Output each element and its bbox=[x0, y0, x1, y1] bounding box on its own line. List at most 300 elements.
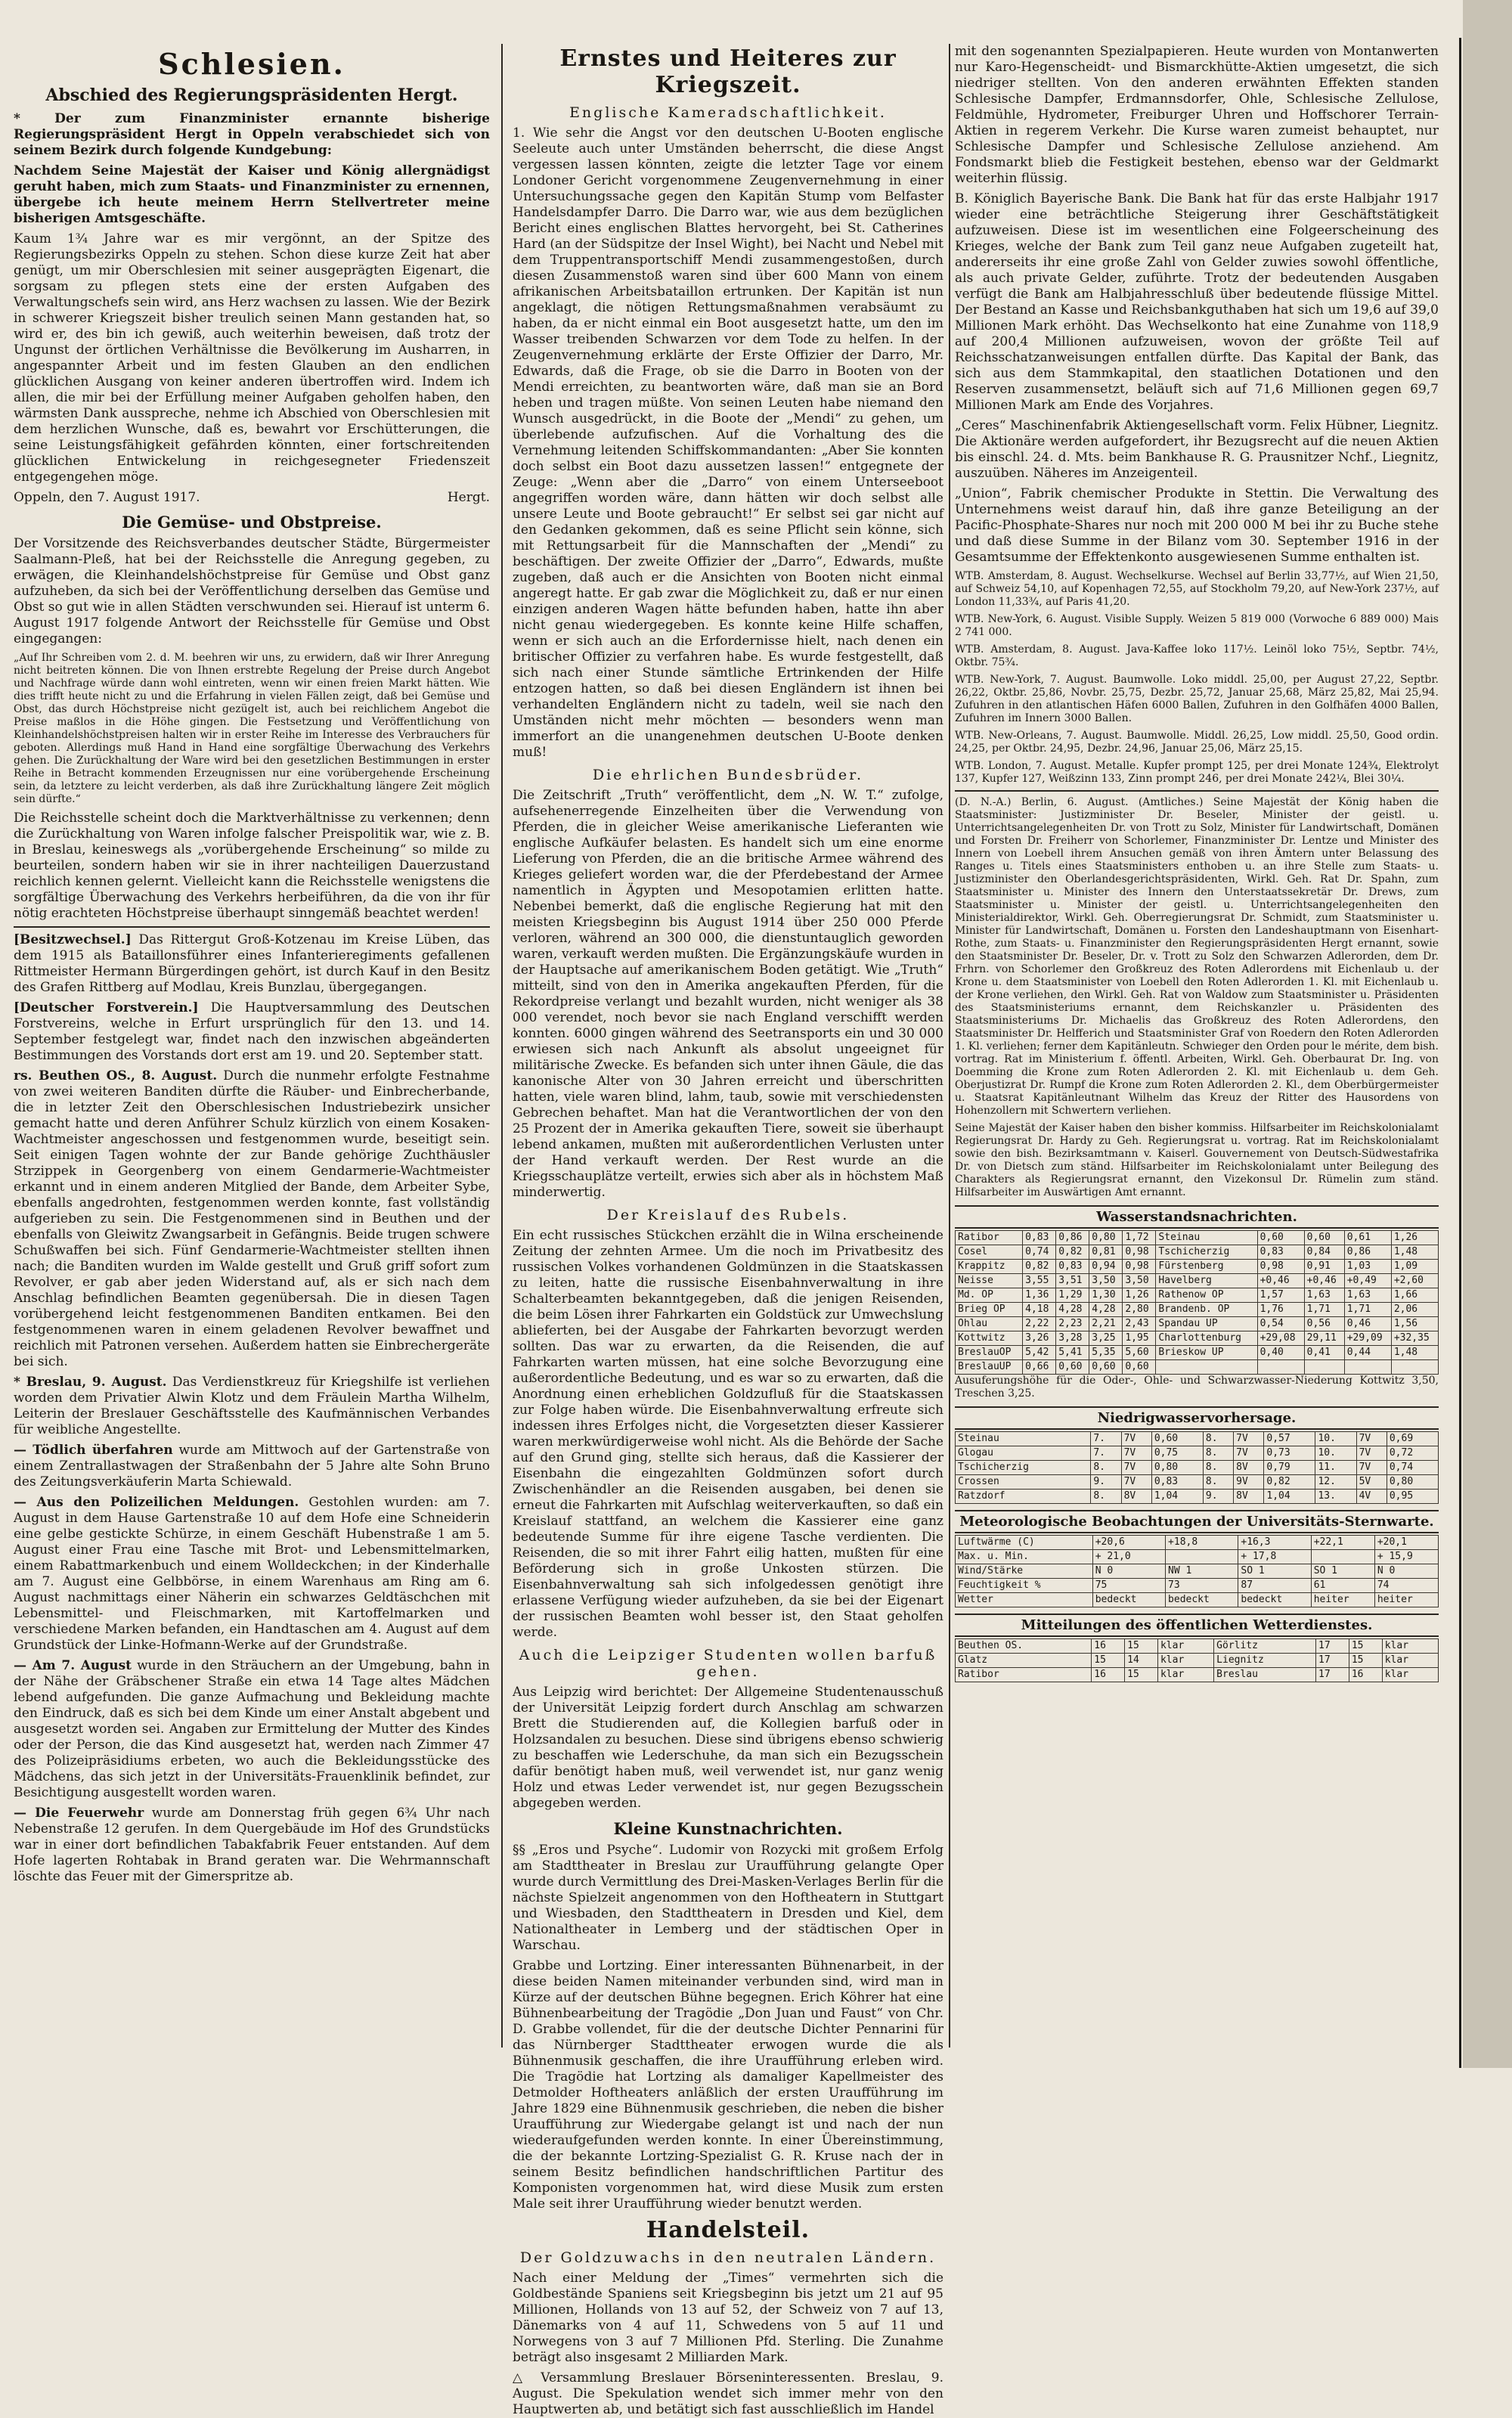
table-cell: 7V bbox=[1121, 1432, 1151, 1446]
market-paragraph: B. Königlich Bayerische Bank. Die Bank hat für das erste Halbjahr 1917 wieder eine beträchtliche Steigerung ihrer Geschäftstätigkeit aufzuweisen. Diese ist im wesentlichen eine Folgeerscheinung des Krieges, welche der Bank zum Teil ganz neue Aufgaben zugeteilt hat, andererseits ihr eine große Zahl von Gelder zuwies sowohl öffentliche, als auch private Gelder, zuführte. Trotz der bedeutenden Ausgaben verfügt die Bank am Halbjahresschluß über bedeutende flüssige Mittel. Der Bestand an Kasse und Reichsbankguthaben hat sich um 19,6 auf 39,0 Millionen Mark erhöht. Das Wechselkonto hat eine Zunahme von 118,9 auf 200,4 Millionen aufzuweisen, wovon der größte Teil auf Reichsschatzanweisungen entfallen dürfte. Das Kapital der Bank, das sich aus dem Stammkapital, den staatlichen Dotationen und den Reserven zusammensetzt, beläuft sich auf 71,6 Millionen gegen 69,7 Millionen Mark am Ende des Vorjahres. bbox=[955, 191, 1439, 413]
article-title: Abschied des Regierungspräsidenten Hergt. bbox=[45, 85, 458, 105]
table-cell: Kottwitz bbox=[956, 1331, 1023, 1346]
table-cell: 3,50 bbox=[1123, 1274, 1156, 1288]
table-cell bbox=[1166, 1550, 1238, 1564]
forecast-title: Niedrigwasservorhersage. bbox=[955, 1406, 1439, 1430]
market-paragraph: mit den sogenannten Spezialpapieren. Heute wurden von Montanwerten nur Karo-Hegenscheidt- und Bismarckhütte-Aktien umgesetzt, die sich niedriger stellten. Von den anderen erwähnten Effekten standen Schlesische Dampfer, Erdmannsdorfer, Ohle, Schlesische Zellulose, Feldmühle, Hydrometer, Freiburger Uhren und Hoffschorer Terrain-Aktien in regerem Verkehr. Die Kurse waren zumeist behauptet, nur Schlesische Dampfer und Schlesische Zellulose anziehend. Am Fondsmarkt blieb die Festigkeit bestehen, ebenso war der Geldmarkt weiterhin flüssig. bbox=[955, 44, 1439, 186]
table-cell: 17 bbox=[1316, 1654, 1349, 1668]
weather-service-table bbox=[955, 1638, 1439, 1682]
table-cell: heiter bbox=[1374, 1593, 1438, 1607]
table-cell: 0,41 bbox=[1304, 1346, 1344, 1360]
official-notice: Seine Majestät der Kaiser haben den bisher kommiss. Hilfsarbeiter im Reichskolonialamt Regierungsrat Dr. Hardy zu Geh. Regierungsrat u. vortrag. Rat im Reichskolonialamt sowie den bish. Bezirksamtmann v. Kaiserl. Gouvernement von Deutsch-Südwestafrika Dr. von Dietsch zum ständ. Hilfsarbeiter im Reichskolonialamt unter Beilegung des Charakters als Regierungsrat ernannt, den Vizekonsul Dr. Rümelin zum ständ. Hilfsarbeiter im Auswärtigen Amt ernannt. bbox=[955, 1122, 1439, 1198]
table-cell: 13. bbox=[1315, 1490, 1356, 1504]
table-cell: 1,26 bbox=[1391, 1231, 1438, 1245]
local-notice bbox=[14, 1375, 490, 1438]
table-cell: 5,35 bbox=[1089, 1346, 1123, 1360]
table-cell: 8. bbox=[1203, 1461, 1233, 1475]
official-notice: (D. N.-A.) Berlin, 6. August. (Amtliches.) Seine Majestät der König haben die Staatsminister: Justizminister Dr. Beseler, Minister der geistl. u. Unterrichtsangelegenheiten Dr. von Trott zu Solz, Minister für Landwirtschaft, Domänen und Forsten Dr. Freiherr von Schorlemer, Finanzminister Dr. Lentze und Minister des Innern von Loebell ihrem Ansuchen gemäß von ihren Ämtern unter Belassung des Ranges u. Titels eines Staatsministers enthoben u. an ihre Stelle zum Staats- u. Justizminister den Oberlandesgerichtspräsidenten, Wirkl. Geh. Rat Dr. Spahn, zum Staatsminister u. Minister des Innern den Unterstaatssekretär Dr. Drews, zum Staatsminister u. Minister der geistl. u. Unterrichtsangelegenheiten den Ministerialdirektor, Wirkl. Geh. Oberregierungsrat Dr. Schmidt, zum Staatsminister u. Minister für Landwirtschaft, Domänen u. Forsten den Landeshauptmann von Eisenhart-Rothe, zum Staats- u. Finanzminister den Regierungspräsidenten Hergt ernannt, sowie den Staatsminister Dr. Beseler, Dr. v. Trott zu Solz den Schwarzen Adlerorden, dem Dr. Frhrn. von Schorlemer den Großkreuz des Roten Adlerordens mit Eichenlaub u. der Krone u. dem Staatsminister von Loebell den Roten Adlerorden 1. Kl. mit Eichenlaub u. der Krone verliehen, den Wirkl. Geh. Rat von Waldow zum Staatsminister u. Präsidenten des Staatsministeriums ernannt, dem Reichskanzler u. Präsidenten des Staatsministeriums Dr. Michaelis das Großkreuz des Roten Adlerordens, den Staatsminister Dr. Helfferich und Staatsminister Graf von Roedern den Roten Adlerorden 1. Kl. verliehen; ferner dem Kapitänleutn. Schwieger den Orden pour le mérite, dem bish. vortrag. Rat im Ministerium f. öffentl. Arbeiten, Wirkl. Geh. Oberbaurat Dr. Ing. von Doemming die Krone zum Roten Adlerorden 2. Kl. mit Eichenlaub u. dem Geh. Oberjustizrat Dr. Rumpf die Krone zum Roten Adlerorden 2. Kl., dem Oberbürgermeister u. Staatsrat Kapitänleutnant Wilhelm das Kreuz der Ritter des Hausordens von Hohenzollern mit Schwertern verliehen. bbox=[955, 796, 1439, 1117]
table-cell: 1,48 bbox=[1391, 1346, 1438, 1360]
table-cell: 7V bbox=[1121, 1446, 1151, 1461]
table-cell: 0,75 bbox=[1151, 1446, 1203, 1461]
table-cell: 87 bbox=[1238, 1579, 1311, 1593]
table-cell: 0,83 bbox=[1023, 1231, 1056, 1245]
table-cell: 1,48 bbox=[1391, 1245, 1438, 1260]
table-cell: 7V bbox=[1234, 1446, 1264, 1461]
section-paragraph: Die Zeitschrift „Truth“ veröffentlicht, dem „N. W. T.“ zufolge, aufsehenerregende Einzelheiten über die Verwendung von Pferden, die in gleicher Weise amerikanische Lieferanten wie englische Aufkäufer belasten. Es handelt sich um eine enorme Lieferung von Pferden, die an die britische Armee während des Krieges geliefert worden war, die der Pferdebestand der Armee namentlich in Ägypten und Mesopotamien erlitten hatte. Nebenbei bemerkt, daß die englische Regierung hat mit den meisten Kriegsbeginn bis August 1914 über 250 000 Pferde verloren, während an 300 000, die dienstuntauglich geworden waren, verkauft werden mußten. Die Ergänzungskäufe wurden in der Hauptsache auf amerikanischem Boden getätigt. Wie „Truth“ mitteilt, sind von den in Amerika angekauften Pferden, für die Rekordpreise verlangt und bezahlt wurden, nicht weniger als 38 000 verendet, noch bevor sie nach England verschifft werden konnten. 6000 gingen während des Seetransports ein und 30 000 erwiesen sich nach Ankunft als absolut ungeeignet für militärische Zwecke. Es befanden sich unter ihnen Gäule, die das kanonische Alter von 30 Jahren erreicht und überschritten hatten, viele waren blind, lahm, taub, sowie mit verschiedensten Gebrechen behaftet. Man hat die Verantwortlichen der von den 25 Prozent der in Amerika gekauften Tiere, soweit sie überhaupt lebend ankamen, mußten mit außerordentlichen Verlusten unter der Hand verkauft werden. Der Rest wurde an die Kriegsschauplätze verteilt, erwies sich aber als in höchstem Maß minderwertig. bbox=[513, 788, 943, 1200]
table-cell: Krappitz bbox=[956, 1260, 1023, 1274]
table-cell: 2,21 bbox=[1089, 1317, 1123, 1331]
market-quote: WTB. Amsterdam, 8. August. Wechselkurse. Wechsel auf Berlin 33,77½, auf Wien 21,50, auf Schweiz 54,10, auf Kopenhagen 72,55, auf Stockholm 79,20, auf New-York 237½, auf London 11,33¾, auf Paris 41,20. bbox=[955, 570, 1439, 608]
table-cell: 3,55 bbox=[1023, 1274, 1056, 1288]
table-cell: 0,57 bbox=[1264, 1432, 1315, 1446]
table-cell: Charlottenburg bbox=[1156, 1331, 1257, 1346]
section-paragraph: Nach einer Meldung der „Times“ vermehrten sich die Goldbestände Spaniens seit Kriegsbeginn bis jetzt um 21 auf 95 Millionen, Hollands von 13 auf 52, der Schweiz von 7 auf 13, Dänemarks von 4 auf 11, Schwedens von 5 auf 11 und Norwegens von 3 auf 7 Millionen Pfd. Sterling. Die Zunahme beträgt also insgesamt 2 Milliarden Mark. bbox=[513, 2271, 943, 2365]
table-cell: 11. bbox=[1315, 1461, 1356, 1475]
table-cell: 7V bbox=[1234, 1432, 1264, 1446]
table-cell: 4V bbox=[1356, 1490, 1387, 1504]
table-cell: 15 bbox=[1349, 1654, 1382, 1668]
table-cell: +0,49 bbox=[1344, 1274, 1391, 1288]
table-cell: N 0 bbox=[1374, 1564, 1438, 1579]
table-cell: + 21,0 bbox=[1092, 1550, 1165, 1564]
table-cell: BreslauOP bbox=[956, 1346, 1023, 1360]
table-cell: 7V bbox=[1356, 1446, 1387, 1461]
table-cell: 17 bbox=[1316, 1668, 1349, 1682]
notice-text: Durch die nunmehr erfolgte Festnahme von zwei weiteren Banditen dürfte die Räuber- und Einbrecherbande, die in letzter Zeit den Oberschlesischen Industriebezirk unsicher gemacht hatte und deren Anführer Schulz kürzlich von einem Kosaken-Wachtmeister angeschossen und festgenommen wurde, beseitigt sein. Seit einigen Tagen wohnte der zur Bande gehörige Zuchthäusler Strzippek in Georgenberg von einem Gendarmerie-Wachtmeister erkannt und in einem anderen Mitglied der Bande, dem Arbeiter Sybe, ebenfalls angedrohten, festgenommen werden konnte, fast vollständig aufgerieben zu sein. Die Festgenommenen sind in Beuthen und der ebenfalls von Gleiwitz Zwangsarbeit in Gefängnis. Beide trugen schwere Schußwaffen bei sich. Fünf Gendarmerie-Wachtmeister stellten ihnen nach; die Banditen wurden im Walde gestellt und Gruß griff sofort zum Revolver, er gab aber jeden Widerstand auf, als er sich nach dem Anschlag befindlichen Beamten gegenübersah. Die in diesen Tagen vorübergehend leicht festgenommenen Banditen entkamen. Bei den festgenommenen waren in einem geladenen Revolver bewaffnet und reichlich mit Patronen versehen. Außerdem hatten sie Einbrechergeräte bei sich. bbox=[14, 1068, 490, 1369]
article-paragraph: * Der zum Finanzminister ernannte bisherige Regierungspräsident Hergt in Oppeln verabschiedet sich von seinem Bezirk durch folgende Kundgebung: bbox=[14, 111, 490, 158]
column-1 bbox=[14, 44, 490, 2048]
table-cell: +29,09 bbox=[1344, 1331, 1391, 1346]
place-date: Oppeln, den 7. August 1917. bbox=[14, 490, 200, 505]
table-cell: 0,61 bbox=[1344, 1231, 1391, 1245]
notice-text: wurde in den Sträuchern an der Umgebung, bahn in der Nähe der Gräbschener Straße ein etwa 14 Tage altes Mädchen lebend aufgefunden. Die ganze Aufmachung und Bekleidung machte den Eindruck, daß es sich bei dem Kinde um einer Anstalt abgebent und ausgesetzt worden sei. Angaben zur Ermittelung der Mutter des Kindes oder der Person, die das Kind ausgesetzt hat, werden nach Zimmer 47 des Polizeipräsidiums erbeten, wo auch die Bekleidungsstücke des Mädchens, das sich jetzt in der Universitäts-Frauenklinik befindet, zur Besichtigung ausgestellt worden waren. bbox=[14, 1658, 491, 1800]
table-cell: 9V bbox=[1234, 1475, 1264, 1490]
table-cell: Fürstenberg bbox=[1156, 1260, 1257, 1274]
table-cell: 1,57 bbox=[1257, 1288, 1304, 1303]
table-cell: 16 bbox=[1092, 1639, 1125, 1654]
table-cell: 7. bbox=[1091, 1432, 1121, 1446]
table-cell: 0,83 bbox=[1151, 1475, 1203, 1490]
table-cell: 1,95 bbox=[1123, 1331, 1156, 1346]
table-cell: 0,83 bbox=[1056, 1260, 1089, 1274]
table-cell: SO 1 bbox=[1311, 1564, 1374, 1579]
table-cell: 1,36 bbox=[1023, 1288, 1056, 1303]
market-quote: WTB. Amsterdam, 8. August. Java-Kaffee loko 117½. Leinöl loko 75½, Septbr. 74½, Oktbr. 75¾. bbox=[955, 643, 1439, 668]
table-cell: Md. OP bbox=[956, 1288, 1023, 1303]
table-cell: 0,79 bbox=[1264, 1461, 1315, 1475]
table-cell: 8V bbox=[1121, 1490, 1151, 1504]
table-cell: BreslauUP bbox=[956, 1360, 1023, 1375]
table-cell: Crossen bbox=[956, 1475, 1091, 1490]
table-cell: 1,63 bbox=[1304, 1288, 1344, 1303]
table-cell: 5,60 bbox=[1123, 1346, 1156, 1360]
table-cell: 0,83 bbox=[1257, 1245, 1304, 1260]
table-cell: 3,51 bbox=[1056, 1274, 1089, 1288]
notice-lead: — Aus den Polizeilichen Meldungen. bbox=[14, 1495, 299, 1510]
article-quote: „Auf Ihr Schreiben vom 2. d. M. beehren wir uns, zu erwidern, daß wir Ihrer Anregung nicht beitreten können. Die von Ihnen erstrebte Regelung der Preise durch Angebot und Nachfrage würde dann wohl eintreten, wenn wir einen freien Markt hätten. Wie dies trifft heute nicht zu und die Erfahrung in vielen Fällen zeigt, daß bei Gemüse und Obst, das durch Höchstpreise nicht gezügelt ist, auch bei reichlichem Angebot die Preise maßlos in die Höhe gingen. Die Festsetzung und Veröffentlichung von Kleinhandelshöchstpreisen halten wir in erster Reihe im Interesse des Verbrauchers für geboten. Allerdings muß Hand in Hand eine sorgfältige Überwachung des Verkehrs gehen. Die Zurückhaltung der Ware wird bei den gesetzlichen Bestimmungen in erster Reihe in Betracht kommenden Erzeugnissen nur eine vorübergehende Erscheinung sein, da letztere zu leicht verderben, als daß ihre Zurückhaltung längere Zeit möglich sein dürfte.“ bbox=[14, 652, 490, 805]
masthead-handelsteil: Handelsteil. bbox=[646, 2217, 810, 2243]
masthead-schlesien: Schlesien. bbox=[158, 47, 345, 81]
forecast-table bbox=[955, 1431, 1439, 1504]
table-cell: Havelberg bbox=[1156, 1274, 1257, 1288]
table-cell: 0,91 bbox=[1304, 1260, 1344, 1274]
section-paragraph: 1. Wie sehr die Angst vor den deutschen U-Booten englische Seeleute auch unter Umständen beherrscht, die diese Angst vergessen lassen könnten, zeigte die letzter Tage vor einem Londoner Gericht vorgenommene Zeugenvernehmung in einer Untersuchungssache gegen den Kapitän Stump vom Belfaster Handelsdampfer Darro. Die Darro war, wie aus dem bezüglichen Bericht eines englischen Blattes hervorgeht, bei St. Catherines Hard (an der Südspitze der Insel Wight), bei Nacht und Nebel mit dem Truppentransportschiff Mendi zusammengestoßen, durch diesen Zusammenstoß waren sind über 600 Mann von einem afrikanischen Arbeitsbataillon ertrunken. Der Kapitän ist nun angeklagt, die nötigen Rettungsmaßnahmen verabsäumt zu haben, da er nicht einmal ein Boot ausgesetzt hatte, um den im Wasser treibenden Schwarzen vor dem Tode zu helfen. In der Zeugenvernehmung erklärte der Erste Offizier der Darro, Mr. Edwards, daß die Frage, ob sie die Darro in Booten von der Mendi erreichten, zu beantworten wäre, daß man sie an Bord heben und tragen müßte. Von seinen Leuten habe niemand den Wunsch ausgedrückt, in die Boote der „Mendi“ zu gehen, um überlebende aufzufischen. Auf die Vorhaltung des die Vernehmung leitenden Schiffskommandanten: „Aber Sie konnten doch selbst ein Boot dazu aussetzen lassen!“ entgegnete der Zeuge: „Wenn aber die „Darro“ von einem Unterseeboot angegriffen worden wäre, dann hätten wir doch selbst alle unsere Leute und Boote gebraucht!“ Er selbst sei gar nicht auf den Gedanken gekommen, daß es seine Pflicht sein könne, sich mit Rettungsarbeit für die Mannschaften der „Mendi“ zu beschäftigen. Der zweite Offizier der „Darro“, Edwards, mußte zugeben, daß auch er die Ansichten von Booten nicht einmal angeregt hatte. Er gab zwar die Möglichkeit zu, daß er nur einen einzigen anderen Wagen hätte befunden haben, hatte ihn aber nicht genau wiedergegeben. Es konnte keine Hilfe schaffen, wenn er sich auch an die Erfordernisse hielt, nach denen ein britischer Offizier zu verfahren habe. Es wurde festgestellt, daß sich nach einer Stunde sämtliche Ertrinkenden der Hilfe entzogen hatten, so daß bei diesen Engländern ist ihnen bei verhandelten Engländern nicht zu tadeln, weil sie nach den Umständen nicht mehr möchten — besonders wenn man immerfort an die unangenehmen deutschen U-Boote denken muß! bbox=[513, 126, 944, 760]
table-cell: 14 bbox=[1125, 1654, 1158, 1668]
table-row bbox=[956, 1579, 1439, 1593]
notice-lead: — Am 7. August bbox=[14, 1658, 132, 1673]
table-cell: 15 bbox=[1349, 1639, 1382, 1654]
table-cell: 4,28 bbox=[1089, 1303, 1123, 1317]
table-cell: 0,80 bbox=[1151, 1461, 1203, 1475]
table-cell: +22,1 bbox=[1311, 1536, 1374, 1550]
section-paragraph: Grabbe und Lortzing. Einer interessanten Bühnenarbeit, in der diese beiden Namen miteinander verbunden sind, wird man in Kürze auf der deutschen Bühne begegnen. Erich Köhrer hat eine Bühnenbearbeitung der Tragödie „Don Juan und Faust“ von Chr. D. Grabbe vollendet, für die der deutsche Dichter Pennarini für das Nürnberger Stadttheater erwogen wurde die als Bühnenmusik geschaffen, die ihre Uraufführung erleben wird. Die Tragödie hat Lortzing als damaliger Kapellmeister des Detmolder Hoftheaters anläßlich der ersten Uraufführung im Jahre 1829 eine Bühnenmusik geschrieben, die neben die bisher Uraufführung zur Wiedergabe gelangt ist und nach der nun wiederaufgefunden werden konnte. In einer Übereinstimmung, die der bekannte Lortzing-Spezialist G. R. Kruse nach der in seinem Besitz befindlichen handschriftlichen Partitur des Komponisten vorgenommen hat, wird diese Musik zum ersten Male seit ihrer Uraufführung wieder benutzt werden. bbox=[513, 1958, 943, 2212]
notice-text: Gestohlen wurden: am 7. August in dem Hause Gartenstraße 10 auf dem Hofe eine Schneiderin eine gelbe gestickte Schürze, in einem Geschäft Hubenstraße 1 am 5. August einer Frau eine Tasche mit Brot- und Lebensmittelmarken, einem Rabattmarkenbuch und einem Wolldeckchen; in der Kinderhalle am 7. August eine Gelbbörse, in einem Warenhaus am Ring am 6. August nachmittags einer Näherin ein schwarzes Geldtäschchen mit Lebensmittel- und Fleischmarken, mit Kartoffelmarken und verschiedene Marken befanden, ein Handtaschen am 4. August auf dem Grundstück der Linke-Hofmann-Werke auf der Grundstraße. bbox=[14, 1495, 490, 1653]
table-cell: + 17,8 bbox=[1238, 1550, 1311, 1564]
table-cell: Steinau bbox=[1156, 1231, 1257, 1245]
meteo-table bbox=[955, 1535, 1439, 1607]
table-cell: 0,82 bbox=[1056, 1245, 1089, 1260]
table-cell: Brandenb. OP bbox=[1156, 1303, 1257, 1317]
table-row bbox=[956, 1245, 1439, 1260]
water-levels-table bbox=[955, 1230, 1439, 1375]
table-cell: Glatz bbox=[956, 1654, 1092, 1668]
table-cell: +20,1 bbox=[1374, 1536, 1438, 1550]
table-cell: 0,60 bbox=[1089, 1360, 1123, 1375]
table-cell: 0,80 bbox=[1089, 1231, 1123, 1245]
table-cell: 8. bbox=[1203, 1432, 1233, 1446]
table-cell: 1,56 bbox=[1391, 1317, 1438, 1331]
table-cell: 10. bbox=[1315, 1446, 1356, 1461]
article-title: Die Gemüse- und Obstpreise. bbox=[122, 513, 382, 532]
table-cell: 15 bbox=[1125, 1668, 1158, 1682]
table-row bbox=[956, 1550, 1439, 1564]
local-notice bbox=[14, 1495, 490, 1654]
column-rule-2 bbox=[949, 44, 950, 2048]
table-cell: Ratzdorf bbox=[956, 1490, 1091, 1504]
local-notice bbox=[14, 1068, 490, 1370]
table-row bbox=[956, 1432, 1439, 1446]
article-paragraph: Die Reichsstelle scheint doch die Marktverhältnisse zu verkennen; denn die Zurückhaltung von Waren infolge falscher Preispolitik war, wie z. B. in Breslau, keineswegs als „vorübergehende Erscheinung“ so milde zu beurteilen, sondern haben wir sie in ihrer nachteiligen Dauerzustand reichlich kennen gelernt. Vielleicht kann die Reichsstelle wenigstens die sorgfältige Überwachung des Verkehrs herbeiführen, da die von ihr für nötig erachteten Höchstpreise überhaupt sinngemäß beachtet werden! bbox=[14, 811, 490, 921]
table-cell: 1,04 bbox=[1151, 1490, 1203, 1504]
market-paragraph: „Union“, Fabrik chemischer Produkte in Stettin. Die Verwaltung des Unternehmens weist darauf hin, daß ihre ganze Beteiligung an der Pacific-Phosphate-Shares nur noch mit 200 000 M bei ihr zu Buche stehe und daß diese Summe in der Bilanz vom 30. September 1916 in der Gesamtsumme der Effektenkonto ausgewiesenen Summe enthalten ist. bbox=[955, 486, 1439, 565]
table-cell: 0,82 bbox=[1264, 1475, 1315, 1490]
table-row bbox=[956, 1475, 1439, 1490]
table-cell: 9. bbox=[1203, 1490, 1233, 1504]
table-cell: 0,60 bbox=[1257, 1231, 1304, 1245]
notice-lead: * Breslau, 9. August. bbox=[14, 1375, 167, 1390]
notice-lead: — Tödlich überfahren bbox=[14, 1443, 173, 1458]
table-cell: 7V bbox=[1121, 1461, 1151, 1475]
table-cell: 2,06 bbox=[1391, 1303, 1438, 1317]
table-cell: 4,18 bbox=[1023, 1303, 1056, 1317]
table-cell: Liegnitz bbox=[1214, 1654, 1316, 1668]
table-cell: Beuthen OS. bbox=[956, 1639, 1092, 1654]
water-footnote: Ausuferungshöhe für die Oder-, Ohle- und Schwarzwasser-Niederung Kottwitz 3,50, Treschen 3,25. bbox=[955, 1375, 1439, 1400]
table-cell: +29,08 bbox=[1257, 1331, 1304, 1346]
table-cell: Tschicherzig bbox=[956, 1461, 1091, 1475]
table-cell: 74 bbox=[1374, 1579, 1438, 1593]
section-paragraph: △ Versammlung Breslauer Börseninteressenten. Breslau, 9. August. Die Spekulation wendet sich immer mehr von den Hauptwerten ab, und betätigt sich fast ausschließlich im Handel bbox=[513, 2370, 943, 2417]
section-title: Englische Kameradschaftlichkeit. bbox=[569, 104, 887, 121]
column-3 bbox=[955, 44, 1439, 2048]
table-cell: bedeckt bbox=[1166, 1593, 1238, 1607]
market-quote: WTB. New-Orleans, 7. August. Baumwolle. Middl. 26,25, Low middl. 25,50, Good ordin. 24,25, per Oktbr. 24,95, Dezbr. 24,96, Januar 25,06, März 25,15. bbox=[955, 730, 1439, 755]
table-cell: 0,46 bbox=[1344, 1317, 1391, 1331]
market-quote: WTB. New-York, 7. August. Baumwolle. Loko middl. 25,00, per August 27,22, Septbr. 26,22, Oktbr. 25,86, Novbr. 25,75, Dezbr. 25,72, Januar 25,68, März 25,82, Mai 25,94. Zufuhren in den atlantischen Häfen 6000 Ballen, Zufuhren in den Golfhäfen 4000 Ballen, Zufuhren im Innern 3000 Ballen. bbox=[955, 674, 1439, 724]
table-cell: Cosel bbox=[956, 1245, 1023, 1260]
section-paragraph: §§ „Eros und Psyche“. Ludomir von Rozycki mit großem Erfolg am Stadttheater in Breslau zur Uraufführung gelangte Oper wurde durch Vermittlung des Drei-Masken-Verlages Berlin für die nächste Spielzeit angenommen von den Hoftheatern in Stuttgart und Wiesbaden, den Stadttheatern in Dresden und Kiel, dem Nationaltheater in Lemberg und der städtischen Oper in Warschau. bbox=[513, 1843, 943, 1953]
table-cell: +32,35 bbox=[1391, 1331, 1438, 1346]
table-cell: 8V bbox=[1234, 1461, 1264, 1475]
table-cell: klar bbox=[1157, 1639, 1213, 1654]
table-cell: bedeckt bbox=[1092, 1593, 1165, 1607]
table-cell: 0,60 bbox=[1056, 1360, 1089, 1375]
table-cell: klar bbox=[1382, 1639, 1438, 1654]
table-cell: 73 bbox=[1166, 1579, 1238, 1593]
table-cell: Brieskow UP bbox=[1156, 1346, 1257, 1360]
table-row bbox=[956, 1564, 1439, 1579]
table-cell: bedeckt bbox=[1238, 1593, 1311, 1607]
table-cell: Max. u. Min. bbox=[956, 1550, 1093, 1564]
table-cell: klar bbox=[1157, 1668, 1213, 1682]
local-notice bbox=[14, 932, 490, 996]
table-cell: 1,76 bbox=[1257, 1303, 1304, 1317]
notice-text: Die Hauptversammlung des Deutschen Forstvereins, welche in Erfurt ursprünglich für den 13. und 14. September festgelegt war, findet nach den inzwischen abgeänderten Bestimmungen des Vorstands dort erst am 19. und 20. September statt. bbox=[14, 1000, 490, 1063]
local-notice bbox=[14, 1000, 490, 1064]
table-cell: Ratibor bbox=[956, 1231, 1023, 1245]
table-cell bbox=[1344, 1360, 1391, 1375]
table-cell: Rathenow OP bbox=[1156, 1288, 1257, 1303]
table-cell: 3,26 bbox=[1023, 1331, 1056, 1346]
table-cell: Görlitz bbox=[1214, 1639, 1316, 1654]
table-row bbox=[956, 1260, 1439, 1274]
section-title: Der Kreislauf des Rubels. bbox=[606, 1207, 850, 1223]
section-paragraph: Aus Leipzig wird berichtet: Der Allgemeine Studentenausschuß der Universität Leipzig fordert durch Anschlag am schwarzen Brett die Studierenden auf, die Kollegien barfuß oder in Holzsandalen zu besuchen. Diese sind übrigens ebenso schwierig zu beschaffen wie Lederschuhe, da man sich ein Bezugsschein dafür benötigt haben muß, weil verwendet ist, nur ganz wenig Holz und etwas Leder verwendet ist, nur gegen Bezugsschein abgegeben werden. bbox=[513, 1685, 943, 1811]
table-cell: 0,44 bbox=[1344, 1346, 1391, 1360]
table-cell: 0,84 bbox=[1304, 1245, 1344, 1260]
table-cell: 5,41 bbox=[1056, 1346, 1089, 1360]
table-cell: 2,23 bbox=[1056, 1317, 1089, 1331]
notice-text: wurde am Mittwoch auf der Gartenstraße von einem Zentrallastwagen der Straßenbahn der 5 Jahre alte Sohn Bruno des Zeitungsverkäuferin Marta Schiewald. bbox=[14, 1443, 490, 1490]
notice-lead: rs. Beuthen OS., 8. August. bbox=[14, 1068, 218, 1083]
table-cell: 3,28 bbox=[1056, 1331, 1089, 1346]
table-cell: 12. bbox=[1315, 1475, 1356, 1490]
table-cell: 1,72 bbox=[1123, 1231, 1156, 1245]
article-paragraph: Kaum 1¾ Jahre war es mir vergönnt, an der Spitze des Regierungsbezirks Oppeln zu stehen. Schon diese kurze Zeit hat aber genügt, um mir Oberschlesien mit seiner ausgeprägten Eigenart, die sorgsam zu pflegen stets eine der ersten Aufgaben des Verwaltungschefs sein wird, ans Herz wachsen zu lassen. Wie der Bezirk in schwerer Kriegszeit bisher treulich seinen Mann gestanden hat, so wird er, des bin ich gewiß, auch weiterhin beweisen, daß trotz der Ungunst der örtlichen Verhältnisse die Bevölkerung im Ausharren, in angespannter Arbeit und im festen Glauben an den endlichen glücklichen Ausgang von keiner anderen übertroffen wird. Indem ich allen, die mir bei der Erfüllung meiner Aufgaben geholfen haben, den wärmsten Dank ausspreche, nehme ich Abschied von Oberschlesien mit dem herzlichen Wunsche, daß es, bewahrt vor Erschütterungen, die seine Leistungsfähigkeit gefährden könnten, einer fortschreitenden glücklichen Entwickelung in reichgesegneter Friedenszeit entgegengehen möge. bbox=[14, 231, 490, 485]
table-row bbox=[956, 1490, 1439, 1504]
table-cell: 1,26 bbox=[1123, 1288, 1156, 1303]
table-cell: Breslau bbox=[1214, 1668, 1316, 1682]
table-cell: 3,50 bbox=[1089, 1274, 1123, 1288]
table-cell: 0,81 bbox=[1089, 1245, 1123, 1260]
table-cell: Spandau UP bbox=[1156, 1317, 1257, 1331]
table-cell: 1,03 bbox=[1344, 1260, 1391, 1274]
section-title: Auch die Leipziger Studenten wollen barfuß gehen. bbox=[519, 1647, 937, 1680]
table-cell: 0,60 bbox=[1151, 1432, 1203, 1446]
table-cell: 8. bbox=[1203, 1475, 1233, 1490]
table-row bbox=[956, 1317, 1439, 1331]
table-cell: 4,28 bbox=[1056, 1303, 1089, 1317]
table-cell: 0,56 bbox=[1304, 1317, 1344, 1331]
table-cell: 0,80 bbox=[1387, 1475, 1438, 1490]
divider bbox=[955, 790, 1439, 792]
water-levels-title: Wasserstandsnachrichten. bbox=[955, 1205, 1439, 1229]
market-paragraph: „Ceres“ Maschinenfabrik Aktiengesellschaft vorm. Felix Hübner, Liegnitz. Die Aktionäre werden aufgefordert, ihr Bezugsrecht auf die neuen Aktien bis einschl. 24. d. Mts. beim Bankhause R. G. Prausnitzer Nchf., Liegnitz, auszuüben. Näheres im Anzeigenteil. bbox=[955, 418, 1439, 481]
local-notice bbox=[14, 1443, 490, 1490]
table-cell: Tschicherzig bbox=[1156, 1245, 1257, 1260]
table-cell: 1,71 bbox=[1344, 1303, 1391, 1317]
table-cell: 5,42 bbox=[1023, 1346, 1056, 1360]
table-cell: 7. bbox=[1091, 1446, 1121, 1461]
notice-text: Das Rittergut Groß-Kotzenau im Kreise Lüben, das dem 1915 als Bataillonsführer eines Infanterieregiments gefallenen Rittmeister Hermann Bürgerdingen gehört, ist durch Kauf in den Besitz des Grafen Rittberg auf Modlau, Kreis Bunzlau, übergegangen. bbox=[14, 932, 490, 995]
table-row bbox=[956, 1274, 1439, 1288]
table-cell: 0,74 bbox=[1387, 1461, 1438, 1475]
table-cell: 61 bbox=[1311, 1579, 1374, 1593]
notice-lead: [Besitzwechsel.] bbox=[14, 932, 132, 947]
table-cell: 10. bbox=[1315, 1432, 1356, 1446]
table-cell: 0,95 bbox=[1387, 1490, 1438, 1504]
table-cell: Glogau bbox=[956, 1446, 1091, 1461]
table-row bbox=[956, 1536, 1439, 1550]
table-cell: +2,60 bbox=[1391, 1274, 1438, 1288]
table-cell: Ohlau bbox=[956, 1317, 1023, 1331]
table-cell: 0,86 bbox=[1344, 1245, 1391, 1260]
newspaper-page bbox=[14, 44, 1450, 2417]
table-cell: 7V bbox=[1356, 1432, 1387, 1446]
notice-text: Das Verdienstkreuz für Kriegshilfe ist verliehen worden dem Privatier Alwin Klotz und dem Fräulein Martha Wilhelm, Leiterin der Breslauer Geschäftsstelle des Kaufmännischen Verbandes für weibliche Angestellte. bbox=[14, 1375, 490, 1437]
table-cell: 5V bbox=[1356, 1475, 1387, 1490]
article-paragraph: Der Vorsitzende des Reichsverbandes deutscher Städte, Bürgermeister Saalmann-Pleß, hat bei der Reichsstelle die Anregung gegeben, zu erwägen, die Kleinhandelshöchstpreise für Gemüse und Obst ganz aufzuheben, da sich bei der Veröffentlichung derselben das Gemüse und Obst so gut wie in allen Städten verschwunden sei. Hierauf ist unterm 6. August 1917 folgende Antwort der Reichsstelle für Gemüse und Obst eingegangen: bbox=[14, 536, 490, 646]
table-row bbox=[956, 1346, 1439, 1360]
table-row bbox=[956, 1461, 1439, 1475]
table-cell: 1,09 bbox=[1391, 1260, 1438, 1274]
table-cell: 8V bbox=[1234, 1490, 1264, 1504]
table-cell: 8. bbox=[1203, 1446, 1233, 1461]
weather-service-title: Mitteilungen des öffentlichen Wetterdienstes. bbox=[955, 1614, 1439, 1637]
table-row bbox=[956, 1331, 1439, 1346]
table-cell: heiter bbox=[1311, 1593, 1374, 1607]
table-cell: Feuchtigkeit % bbox=[956, 1579, 1093, 1593]
table-cell: 0,74 bbox=[1023, 1245, 1056, 1260]
table-cell: N 0 bbox=[1092, 1564, 1165, 1579]
column-2 bbox=[513, 44, 944, 2417]
table-cell: 0,73 bbox=[1264, 1446, 1315, 1461]
table-cell: Luftwärme (C) bbox=[956, 1536, 1093, 1550]
table-cell: Neisse bbox=[956, 1274, 1023, 1288]
table-cell: klar bbox=[1382, 1668, 1438, 1682]
table-cell: NW 1 bbox=[1166, 1564, 1238, 1579]
table-cell: 0,98 bbox=[1123, 1260, 1156, 1274]
table-cell: 7V bbox=[1356, 1461, 1387, 1475]
table-cell: 0,69 bbox=[1387, 1432, 1438, 1446]
table-row bbox=[956, 1360, 1439, 1375]
table-cell: 0,94 bbox=[1089, 1260, 1123, 1274]
table-cell: 2,22 bbox=[1023, 1317, 1056, 1331]
local-notice bbox=[14, 1658, 490, 1801]
table-cell: 3,25 bbox=[1089, 1331, 1123, 1346]
table-cell: Ratibor bbox=[956, 1668, 1092, 1682]
table-row bbox=[956, 1654, 1439, 1668]
table-cell: +16,3 bbox=[1238, 1536, 1311, 1550]
table-cell: 0,82 bbox=[1023, 1260, 1056, 1274]
table-cell: 9. bbox=[1091, 1475, 1121, 1490]
table-cell: 16 bbox=[1092, 1668, 1125, 1682]
table-cell: +0,46 bbox=[1304, 1274, 1344, 1288]
table-cell bbox=[1311, 1550, 1374, 1564]
table-cell: 1,04 bbox=[1264, 1490, 1315, 1504]
table-cell: 16 bbox=[1349, 1668, 1382, 1682]
table-row bbox=[956, 1668, 1439, 1682]
table-cell: 7V bbox=[1121, 1475, 1151, 1490]
table-cell: 0,86 bbox=[1056, 1231, 1089, 1245]
table-cell bbox=[1391, 1360, 1438, 1375]
table-row bbox=[956, 1446, 1439, 1461]
table-cell: 0,40 bbox=[1257, 1346, 1304, 1360]
market-quote: WTB. London, 7. August. Metalle. Kupfer prompt 125, per drei Monate 124¾, Elektrolyt 137, Kupfer 127, Weißzinn 133, Zinn prompt 246, per drei Monate 242¼, Blei 30¼. bbox=[955, 760, 1439, 785]
signature-line bbox=[14, 490, 490, 505]
table-cell: 1,63 bbox=[1344, 1288, 1391, 1303]
divider bbox=[14, 926, 490, 928]
signature: Hergt. bbox=[447, 490, 490, 505]
table-cell: 15 bbox=[1125, 1639, 1158, 1654]
table-row bbox=[956, 1288, 1439, 1303]
table-cell: 0,98 bbox=[1123, 1245, 1156, 1260]
table-cell: klar bbox=[1157, 1654, 1213, 1668]
section-paragraph: Ein echt russisches Stückchen erzählt die in Wilna erscheinende Zeitung der zehnten Armee. Um die noch im Privatbesitz des russischen Volkes vorhandenen Goldmünzen in die Staatskassen zu leiten, hatte die russische Eisenbahnverwaltung in ihre Schalterbeamten bekanntgegeben, daß die jenigen Reisenden, die beim Lösen ihrer Fahrkarten ein Goldstück zur Umwechslung ablieferten, bei der Ausgabe der Fahrkarten bevorzugt werden sollten. Das war zu erwarten, da die Reisenden, die auf Fahrkarten warten müssen, hat eine solche Bevorzugung eine außerordentliche Bedeutung, und es war so zu erwarten, daß die Anordnung einen erheblichen Goldzufluß für die Staatskassen zur Folge haben würde. Die Eisenbahnverwaltung erfreute sich indessen ihres Erfolges nicht, die Vorgesetzten dieser Kassierer waren merkwürdigerweise wohl nicht. Als die Behörde der Sache auf den Grund ging, stellte sich heraus, daß die Kassierer der Eisenbahn die eingezahlten Goldmünzen sofort durch Zwischenhändler an die Reisenden ausgaben, bei denen sie erneut die Fahrkarten mit Aufschlag weiterverkauften, so daß ein Kreislauf stattfand, an welchem die Kassierer eine ganz bedeutende Summe für ihre eigene Tasche verdienten. Die Reisenden, die so mit ihrer Fahrt eilig hatten, mußten für eine Beförderung sich in große Unkosten stürzen. Die Eisenbahnverwaltung sah sich infolgedessen genötigt ihre erlassene Verfügung wieder aufzuheben, da sie bei der Eigenart der russischen Beamten wohl besser ist, den Staat geholfen werde. bbox=[513, 1228, 943, 1640]
column-rule-1 bbox=[501, 44, 503, 2048]
table-cell: 8. bbox=[1091, 1461, 1121, 1475]
notice-text: wurde am Donnerstag früh gegen 6¾ Uhr nach Nebenstraße 12 gerufen. In dem Quergebäude im Hof des Grundstücks war in einer dort befindlichen Tabakfabrik Feuer entstanden. Auf dem Hofe lagerten Rohtabak in Brand geraten war. Die Wehrmannschaft löschte das Feuer mit der Gimerspritze ab. bbox=[14, 1806, 490, 1884]
table-cell: Wind/Stärke bbox=[956, 1564, 1093, 1579]
table-cell: SO 1 bbox=[1238, 1564, 1311, 1579]
table-cell: 15 bbox=[1092, 1654, 1125, 1668]
table-row bbox=[956, 1303, 1439, 1317]
meteo-title: Meteorologische Beobachtungen der Universitäts-Sternwarte. bbox=[955, 1510, 1439, 1533]
section-title: Kleine Kunstnachrichten. bbox=[613, 1819, 843, 1838]
table-cell: 75 bbox=[1092, 1579, 1165, 1593]
table-cell: 0,60 bbox=[1304, 1231, 1344, 1245]
notice-lead: — Die Feuerwehr bbox=[14, 1806, 144, 1821]
table-row bbox=[956, 1639, 1439, 1654]
page-edge-rule bbox=[1459, 38, 1461, 2068]
table-cell: 29,11 bbox=[1304, 1331, 1344, 1346]
section-title: Die ehrlichen Bundesbrüder. bbox=[592, 767, 864, 783]
table-cell: klar bbox=[1382, 1654, 1438, 1668]
market-quote: WTB. New-York, 6. August. Visible Supply. Weizen 5 819 000 (Vorwoche 6 889 000) Mais 2 741 000. bbox=[955, 613, 1439, 638]
table-cell: 0,60 bbox=[1123, 1360, 1156, 1375]
table-row bbox=[956, 1593, 1439, 1607]
table-cell: Wetter bbox=[956, 1593, 1093, 1607]
table-cell: 0,72 bbox=[1387, 1446, 1438, 1461]
masthead-ernstes: Ernstes und Heiteres zur Kriegszeit. bbox=[559, 45, 897, 98]
table-cell: +0,46 bbox=[1257, 1274, 1304, 1288]
table-cell: 0,98 bbox=[1257, 1260, 1304, 1274]
article-paragraph: Nachdem Seine Majestät der Kaiser und König allergnädigst geruht haben, mich zum Staats- und Finanzminister zu ernennen, übergebe ich heute meinem Herrn Stellvertreter meine bisherigen Amtsgeschäfte. bbox=[14, 163, 490, 226]
table-cell: + 15,9 bbox=[1374, 1550, 1438, 1564]
page-edge-bar bbox=[1463, 0, 1512, 2068]
table-cell: 2,80 bbox=[1123, 1303, 1156, 1317]
table-cell: 1,66 bbox=[1391, 1288, 1438, 1303]
notice-lead: [Deutscher Forstverein.] bbox=[14, 1000, 199, 1015]
local-notice bbox=[14, 1806, 490, 1885]
table-cell bbox=[1304, 1360, 1344, 1375]
table-row bbox=[956, 1231, 1439, 1245]
section-title: Der Goldzuwachs in den neutralen Ländern. bbox=[519, 2249, 937, 2266]
table-cell bbox=[1156, 1360, 1257, 1375]
table-cell: Steinau bbox=[956, 1432, 1091, 1446]
table-cell: +18,8 bbox=[1166, 1536, 1238, 1550]
table-cell: 1,71 bbox=[1304, 1303, 1344, 1317]
